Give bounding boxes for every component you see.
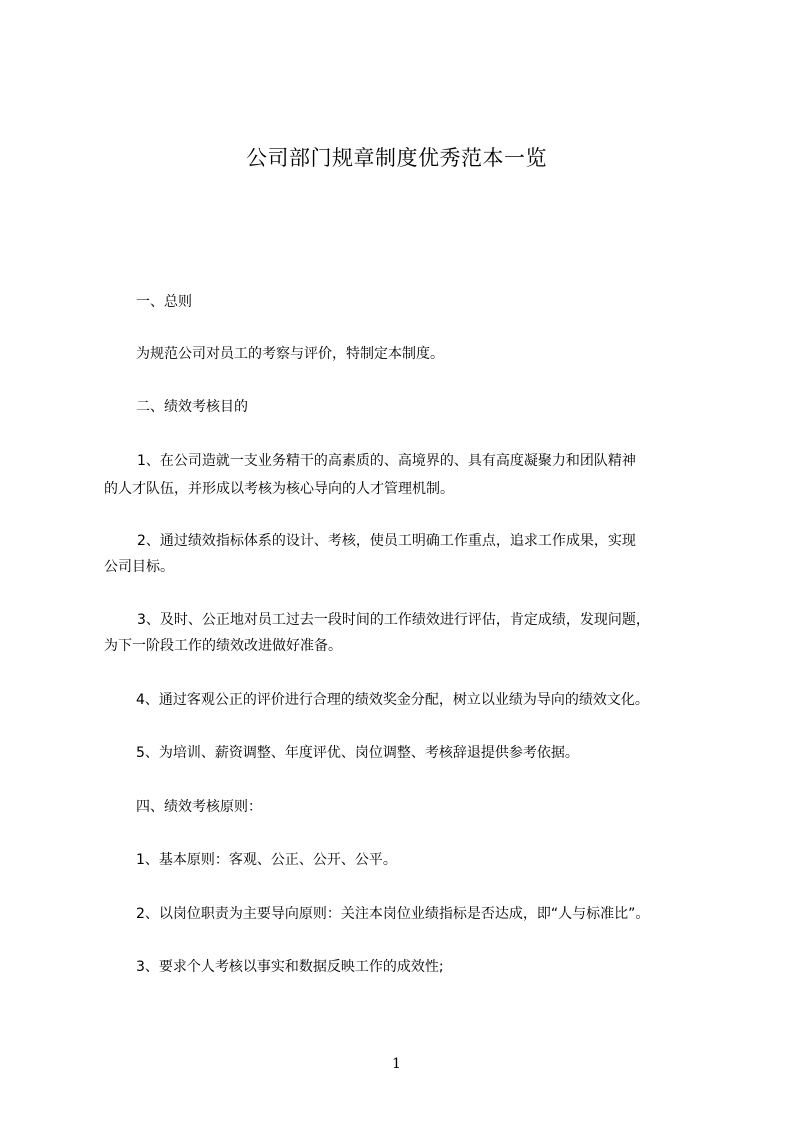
paragraph-objective-5: 5、为培训、薪资调整、年度评优、岗位调整、考核辞退提供参考依据。 [136,745,579,761]
paragraph-principle-1: 1、基本原则：客观、公正、公开、公平。 [136,852,397,868]
section-heading-objectives: 二、绩效考核目的 [136,399,248,415]
paragraph-objective-1-line-1: 1、在公司造就一支业务精干的高素质的、高境界的、具有高度凝聚力和团队精神 [137,453,636,469]
paragraph-purpose: 为规范公司对员工的考察与评价，特制定本制度。 [136,346,444,362]
document-title: 公司部门规章制度优秀范本一览 [246,146,547,170]
paragraph-objective-2-line-2: 公司目标。 [104,559,174,575]
paragraph-objective-3-line-1: 3、及时、公正地对员工过去一段时间的工作绩效进行评估，肯定成绩，发现问题， [137,612,650,628]
paragraph-objective-2-line-1: 2、通过绩效指标体系的设计、考核，使员工明确工作重点，追求工作成果，实现 [137,533,636,549]
paragraph-objective-4: 4、通过客观公正的评价进行合理的绩效奖金分配，树立以业绩为导向的绩效文化。 [136,692,649,708]
section-heading-principles: 四、绩效考核原则： [136,799,262,815]
paragraph-objective-1-line-2: 的人才队伍，并形成以考核为核心导向的人才管理机制。 [104,481,454,497]
section-heading-general: 一、总则 [136,294,192,310]
paragraph-principle-2: 2、以岗位职责为主要导向原则：关注本岗位业绩指标是否达成，即“人与标准比”。 [136,906,650,922]
paragraph-objective-3-line-2: 为下一阶段工作的绩效改进做好准备。 [104,638,342,654]
paragraph-principle-3: 3、要求个人考核以事实和数据反映工作的成效性; [136,959,444,975]
page-number: 1 [392,1056,401,1072]
